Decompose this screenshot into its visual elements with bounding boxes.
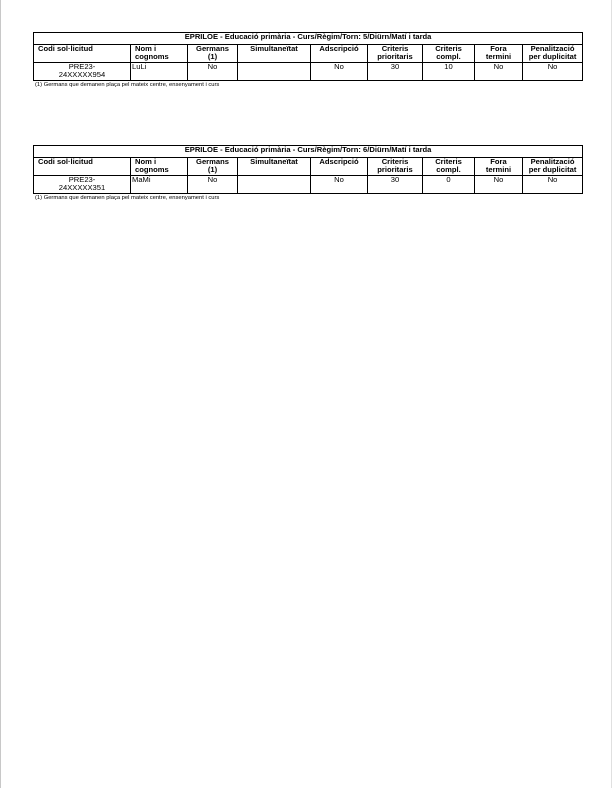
cell-complementaris: 0 xyxy=(423,176,475,194)
cell-adscripcio: No xyxy=(311,63,368,81)
header-adscripcio: Adscripció xyxy=(311,158,368,176)
header-prioritaris: Criteris prioritaris xyxy=(368,45,423,63)
cell-simultaneitat xyxy=(238,63,311,81)
page-left-edge xyxy=(0,0,1,788)
cell-codi: PRE23- 24XXXXX351 xyxy=(34,176,131,194)
header-germans: Germans (1) xyxy=(188,45,238,63)
cell-simultaneitat xyxy=(238,176,311,194)
header-simultaneitat: Simultaneïtat xyxy=(238,45,311,63)
header-nom: Nom i cognoms xyxy=(131,45,188,63)
table-footnote: (1) Germans que demanen plaça pel mateix centre, ensenyament i curs xyxy=(35,82,220,88)
cell-prioritaris: 30 xyxy=(368,63,423,81)
cell-codi: PRE23- 24XXXXX954 xyxy=(34,63,131,81)
cell-germans: No xyxy=(188,63,238,81)
table-title: EPRILOE - Educació primària - Curs/Règim/Torn: 6/Diürn/Matí i tarda xyxy=(34,146,583,158)
cell-fora-termini: No xyxy=(475,63,523,81)
cell-nom: MaMi xyxy=(131,176,188,194)
header-adscripcio: Adscripció xyxy=(311,45,368,63)
header-simultaneitat: Simultaneïtat xyxy=(238,158,311,176)
header-fora-termini: Fora termini xyxy=(475,45,523,63)
header-codi: Codi sol·licitud xyxy=(34,45,131,63)
admission-table-1 xyxy=(33,32,582,89)
cell-complementaris: 10 xyxy=(423,63,475,81)
header-prioritaris: Criteris prioritaris xyxy=(368,158,423,176)
cell-nom: LuLi xyxy=(131,63,188,81)
header-fora-termini: Fora termini xyxy=(475,158,523,176)
header-penalitzacio: Penalització per duplicitat xyxy=(523,45,583,63)
header-nom: Nom i cognoms xyxy=(131,158,188,176)
table-footnote: (1) Germans que demanen plaça pel mateix centre, ensenyament i curs xyxy=(35,195,220,201)
cell-adscripcio: No xyxy=(311,176,368,194)
cell-penalitzacio: No xyxy=(523,176,583,194)
table-row xyxy=(34,176,583,194)
results-table xyxy=(33,32,583,81)
cell-penalitzacio: No xyxy=(523,63,583,81)
cell-germans: No xyxy=(188,176,238,194)
table-row xyxy=(34,63,583,81)
header-germans: Germans (1) xyxy=(188,158,238,176)
header-penalitzacio: Penalització per duplicitat xyxy=(523,158,583,176)
results-table xyxy=(33,145,583,194)
cell-prioritaris: 30 xyxy=(368,176,423,194)
cell-fora-termini: No xyxy=(475,176,523,194)
table-title: EPRILOE - Educació primària - Curs/Règim/Torn: 5/Diürn/Matí i tarda xyxy=(34,33,583,45)
admission-table-2 xyxy=(33,145,582,202)
header-complementaris: Criteris compl. xyxy=(423,158,475,176)
header-codi: Codi sol·licitud xyxy=(34,158,131,176)
header-complementaris: Criteris compl. xyxy=(423,45,475,63)
